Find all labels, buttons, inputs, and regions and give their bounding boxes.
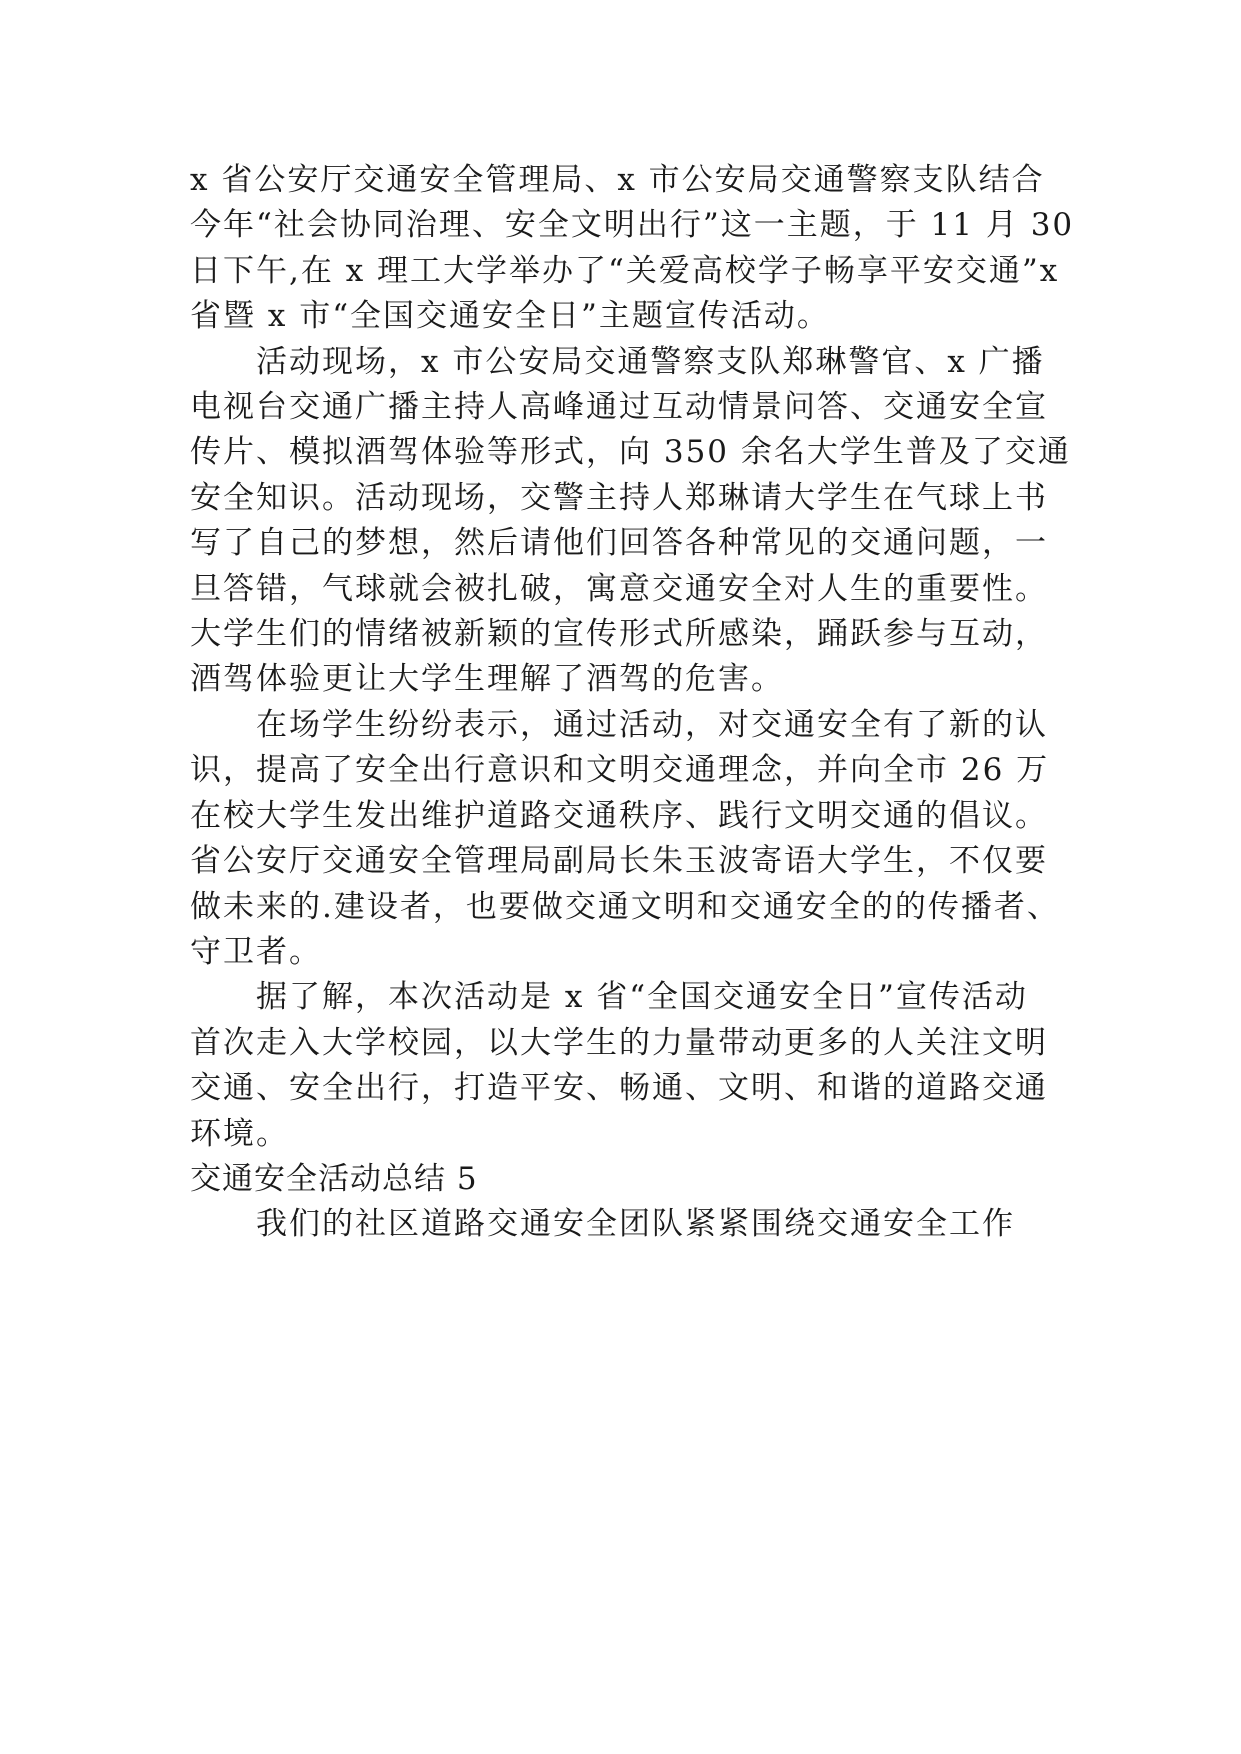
document-body	[190, 158, 1075, 1248]
section-heading: 交通安全活动总结 5	[190, 1160, 478, 1197]
text-line: 做未来的.建设者，也要做交通文明和交通安全的的传播者、	[190, 888, 1060, 925]
text-line: 省暨 x 市“全国交通安全日”主题宣传活动。	[190, 298, 830, 335]
text-line: 传片、模拟酒驾体验等形式，向 350 余名大学生普及了交通	[190, 434, 1071, 471]
text-line: 在校大学生发出维护道路交通秩序、践行文明交通的倡议。	[190, 797, 1048, 834]
text-line: 大学生们的情绪被新颖的宣传形式所感染，踊跃参与互动，	[190, 616, 1048, 653]
paragraph-4	[190, 975, 1050, 1157]
text-line: 守卫者。	[190, 933, 322, 970]
text-line: 旦答错，气球就会被扎破，寓意交通安全对人生的重要性。	[190, 570, 1048, 607]
text-line: 交通、安全出行，打造平安、畅通、文明、和谐的道路交通	[190, 1070, 1048, 1107]
text-line: 省公安厅交通安全管理局副局长朱玉波寄语大学生，不仅要	[190, 843, 1048, 880]
text-line: 安全知识。活动现场，交警主持人郑琳请大学生在气球上书	[190, 479, 1048, 516]
text-line: 酒驾体验更让大学生理解了酒驾的危害。	[190, 661, 784, 698]
text-line: 环境。	[190, 1115, 289, 1152]
text-line: 今年“社会协同治理、安全文明出行”这一主题，于 11 月 30	[190, 207, 1075, 244]
text-line: 电视台交通广播主持人高峰通过互动情景问答、交通安全宣	[190, 389, 1048, 426]
text-line: 日下午,在 x 理工大学举办了“关爱高校学子畅享平安交通”x	[190, 252, 1060, 289]
text-line: 识，提高了安全出行意识和文明交通理念，并向全市 26 万	[190, 752, 1050, 789]
paragraph-5	[190, 1202, 1050, 1247]
text-line: 我们的社区道路交通安全团队紧紧围绕交通安全工作	[256, 1206, 1015, 1243]
text-line: 活动现场，x 市公安局交通警察支队郑琳警官、x 广播	[256, 343, 1045, 380]
text-line: 首次走入大学校园，以大学生的力量带动更多的人关注文明	[190, 1024, 1048, 1061]
text-line: 据了解，本次活动是 x 省“全国交通安全日”宣传活动	[256, 979, 1028, 1016]
paragraph-1	[190, 158, 1075, 340]
paragraph-3	[190, 703, 1060, 975]
paragraph-2	[190, 340, 1071, 703]
text-line: 写了自己的梦想，然后请他们回答各种常见的交通问题，一	[190, 525, 1048, 562]
text-line: 在场学生纷纷表示，通过活动，对交通安全有了新的认	[256, 706, 1048, 743]
text-line: x 省公安厅交通安全管理局、x 市公安局交通警察支队结合	[190, 162, 1045, 198]
